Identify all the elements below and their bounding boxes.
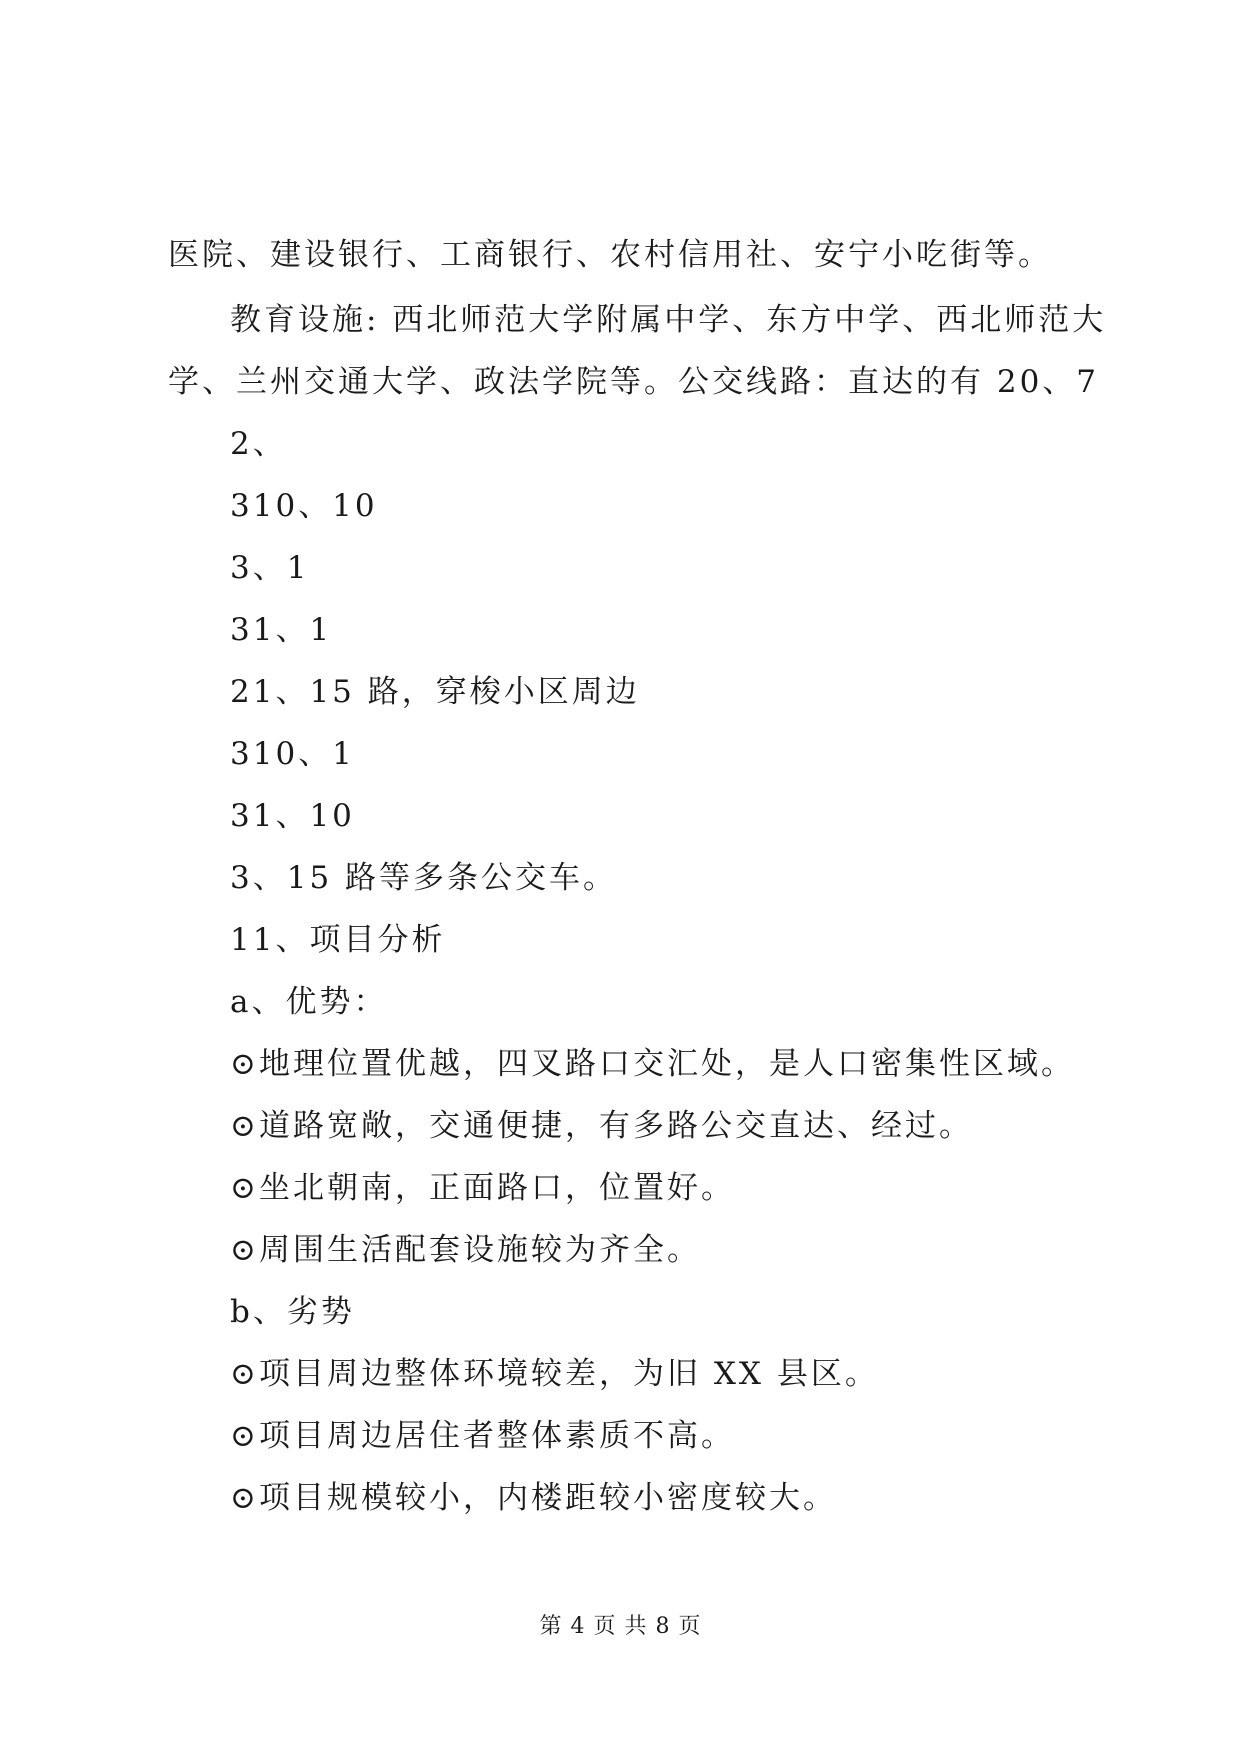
bullet-item: ⊙周围生活配套设施较为齐全。 bbox=[230, 1232, 701, 1268]
paragraph-line: 教育设施: 西北师范大学附属中学、东方中学、西北师范大 bbox=[230, 302, 1107, 338]
section-heading: 11、项目分析 bbox=[230, 922, 446, 958]
paragraph-line: 310、10 bbox=[230, 488, 378, 524]
bullet-item: ⊙坐北朝南，正面路口，位置好。 bbox=[230, 1170, 735, 1206]
paragraph-line: 21、15 路，穿梭小区周边 bbox=[230, 674, 640, 710]
paragraph-line: 2、 bbox=[230, 426, 287, 462]
bullet-item: ⊙地理位置优越，四叉路口交汇处，是人口密集性区域。 bbox=[230, 1046, 1075, 1082]
paragraph-line: 3、1 bbox=[230, 550, 310, 586]
subsection-heading: b、劣势 bbox=[230, 1294, 355, 1330]
subsection-heading: a、优势： bbox=[230, 984, 388, 1020]
bullet-item: ⊙道路宽敞，交通便捷，有多路公交直达、经过。 bbox=[230, 1108, 973, 1144]
page-number-footer: 第 4 页 共 8 页 bbox=[539, 1614, 702, 1639]
paragraph-line: 31、10 bbox=[230, 798, 355, 834]
bullet-item: ⊙项目周边居住者整体素质不高。 bbox=[230, 1418, 735, 1454]
paragraph-line: 31、1 bbox=[230, 612, 333, 648]
paragraph-line: 学、兰州交通大学、政法学院等。公交线路：直达的有 20、7 bbox=[168, 364, 1100, 400]
paragraph-line: 医院、建设银行、工商银行、农村信用社、安宁小吃街等。 bbox=[168, 237, 1052, 273]
paragraph-line: 310、1 bbox=[230, 736, 355, 772]
bullet-item: ⊙项目周边整体环境较差，为旧 XX 县区。 bbox=[230, 1356, 879, 1392]
paragraph-line: 3、15 路等多条公交车。 bbox=[230, 860, 618, 896]
bullet-item: ⊙项目规模较小，内楼距较小密度较大。 bbox=[230, 1480, 837, 1516]
